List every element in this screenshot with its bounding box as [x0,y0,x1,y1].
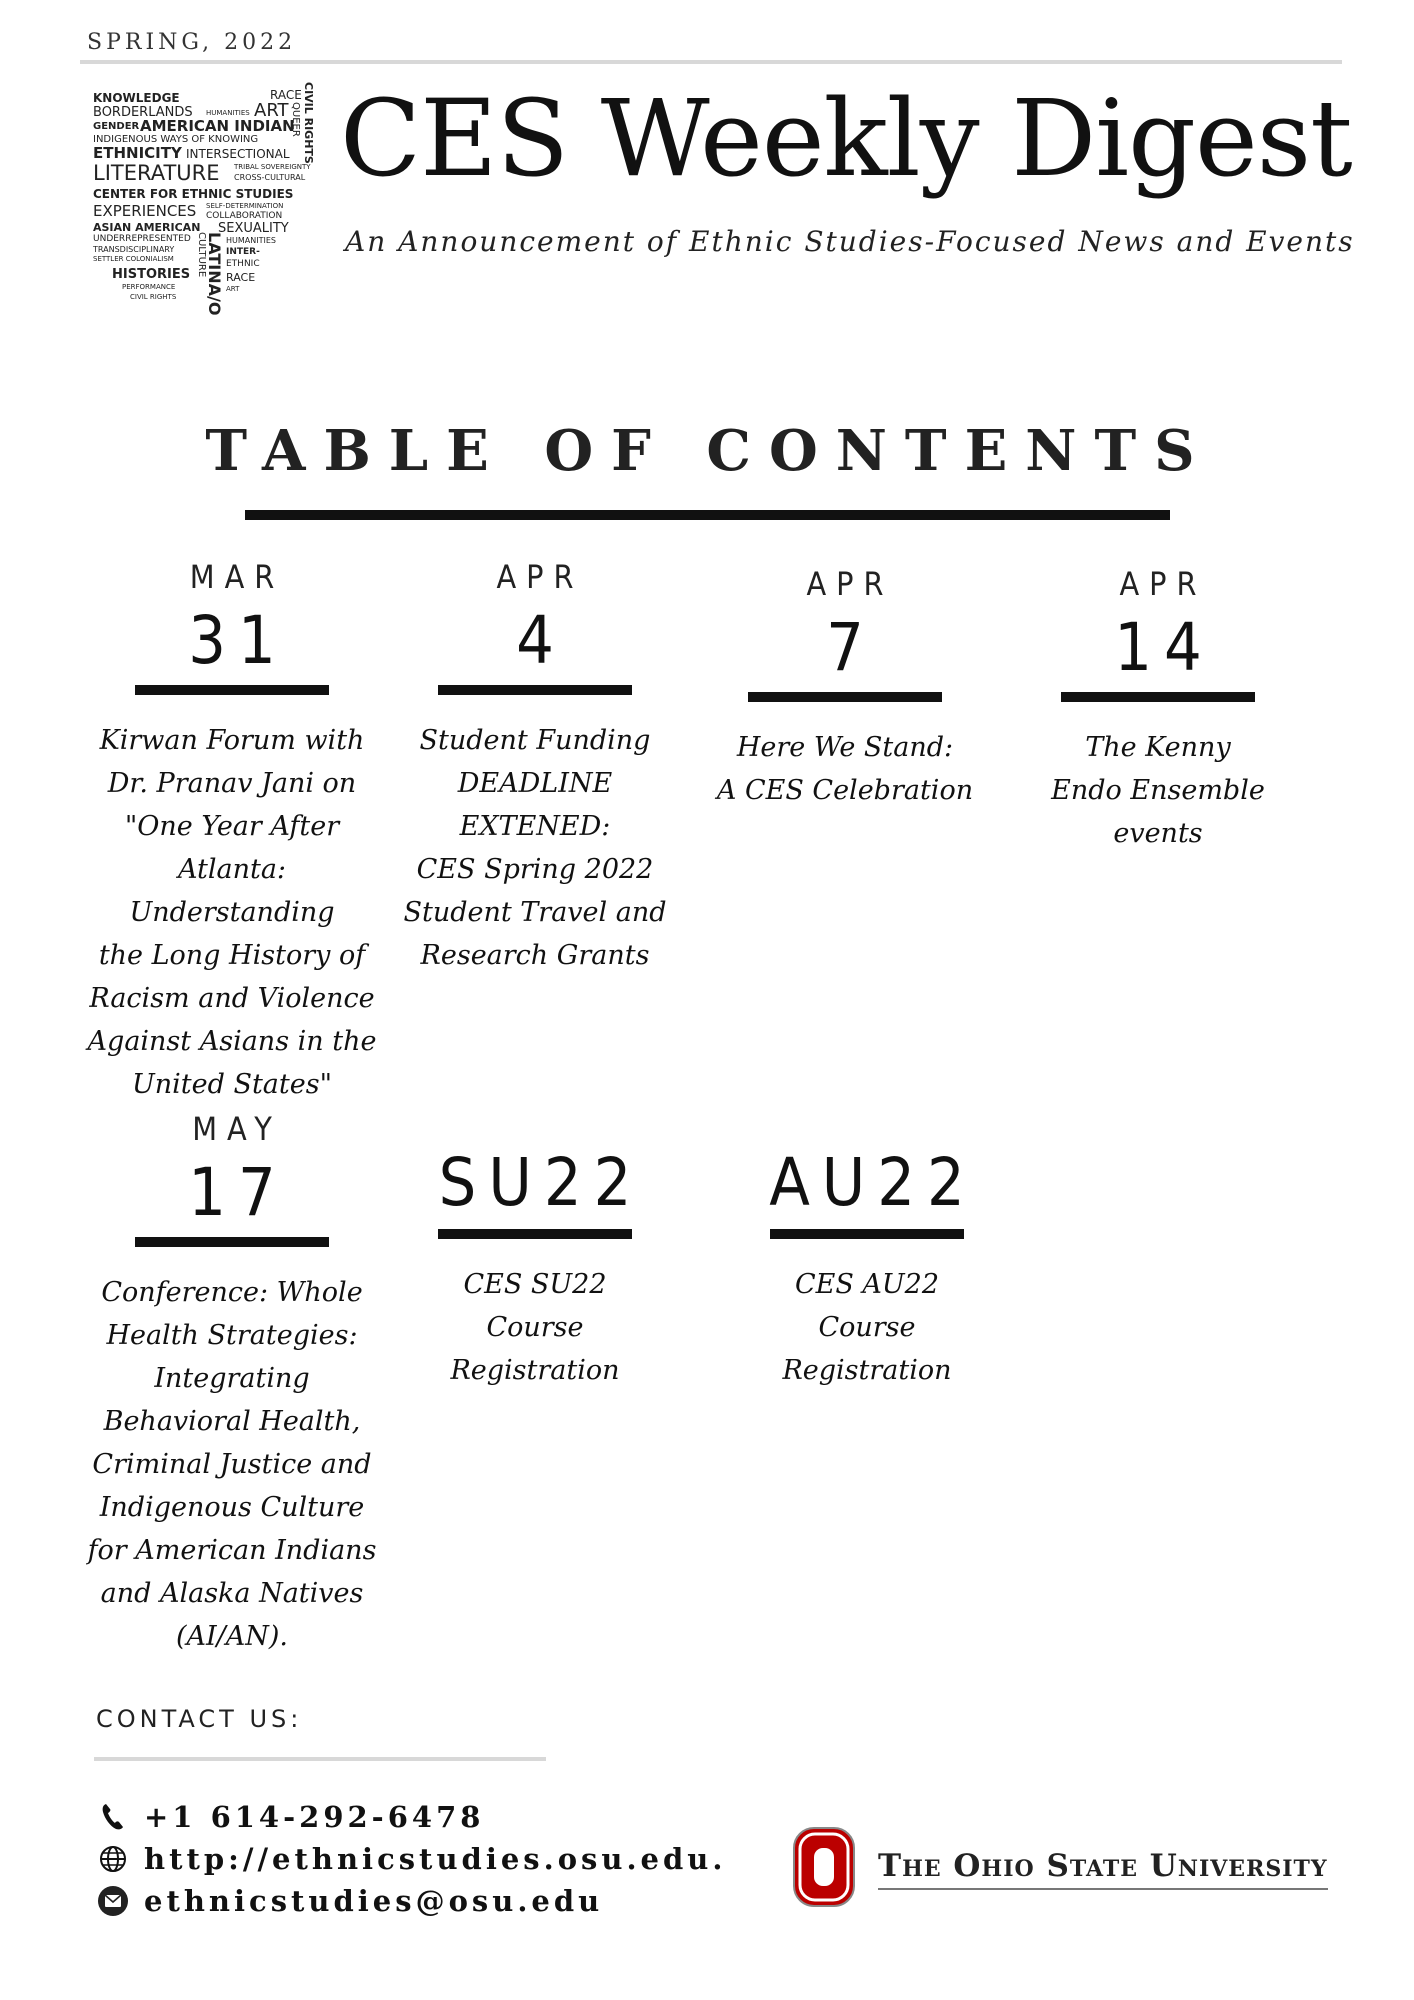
description-line: Atlanta: Understanding [129,854,335,928]
word-cloud-word: CROSS-CULTURAL [234,173,306,182]
entry-description [77,1271,387,1658]
contact-divider [94,1757,546,1761]
description-line: CES SU22 [463,1269,607,1300]
word-cloud-word: ETHNIC [226,259,260,269]
word-cloud-word: BORDERLANDS [93,105,193,120]
toc-entry [77,1110,387,1658]
entry-day: 31 [188,602,288,679]
word-cloud-logo [88,82,320,322]
description-line: Course [818,1312,916,1343]
entry-divider [770,1229,964,1239]
word-cloud-word: INDIGENOUS WAYS OF KNOWING [93,134,259,145]
description-line: "One Year After [124,811,340,842]
description-line: Behavioral Health, [103,1406,361,1437]
entry-description [712,1263,1022,1392]
email-address[interactable]: ethnicstudies@osu.edu [144,1884,604,1918]
description-line: and Alaska Natives [100,1578,364,1609]
contact-email[interactable] [96,1884,603,1918]
word-cloud-word: ASIAN AMERICAN [93,221,201,234]
word-cloud-word: COLLABORATION [206,211,283,221]
entry-month: MAY [192,1110,282,1148]
entry-month: APR [496,558,584,596]
description-line: Registration [450,1355,620,1386]
word-cloud-word: RACE [270,88,302,102]
entry-day: 17 [188,1154,288,1231]
description-line: for American Indians [87,1535,377,1566]
description-line: Here We Stand: [736,732,954,763]
description-line: EXTENED: [459,811,611,842]
description-line: events [1113,818,1203,849]
description-line: DEADLINE [457,768,613,799]
header-divider [80,60,1342,64]
word-cloud-word: LITERATURE [93,161,220,185]
description-line: the Long History of [98,940,366,971]
word-cloud-word: UNDERREPRESENTED [93,234,191,244]
toc-entry [1003,565,1313,855]
globe-icon [96,1842,130,1876]
description-line: Integrating [154,1363,310,1394]
entry-description [77,719,387,1106]
university-name: The Ohio State University [878,1848,1328,1884]
entry-divider [438,685,632,695]
description-line: Kirwan Forum with [99,725,365,756]
word-cloud-word: CIVIL RIGHTS [130,293,177,301]
university-logo [792,1826,1328,1912]
entry-divider [135,685,329,695]
word-cloud-word: HISTORIES [112,267,191,282]
description-line: Research Grants [420,940,650,971]
entry-description [690,726,1000,812]
osu-block-o-logo [792,1826,856,1912]
description-line: A CES Celebration [716,775,974,806]
word-cloud-word: LATINA/O [205,232,224,316]
entry-divider [135,1237,329,1247]
phone-number: +1 614-292-6478 [144,1800,485,1834]
entry-divider [438,1229,632,1239]
description-line: Course [486,1312,584,1343]
description-line: Registration [782,1355,952,1386]
entry-day: 4 [516,602,566,679]
toc-entry [712,1144,1022,1392]
entry-day: 7 [826,609,876,686]
word-cloud-word: PERFORMANCE [122,283,176,291]
newsletter-subtitle: An Announcement of Ethnic Studies-Focused News and Events [345,225,1355,258]
word-cloud-word: TRANSDISCIPLINARY [93,245,175,254]
entry-divider [1061,692,1255,702]
word-cloud-word: ART [254,100,289,121]
description-line: Endo Ensemble [1051,775,1265,806]
description-line: United States" [131,1069,333,1100]
description-line: The Kenny [1085,732,1231,763]
entry-month: MAR [189,558,285,596]
toc-entry [380,558,690,977]
word-cloud-word: CIVIL RIGHTS [302,82,315,164]
entry-description [1003,726,1313,855]
description-line: Indigenous Culture [99,1492,365,1523]
word-cloud-word: GENDER [93,121,140,132]
entry-divider [748,692,942,702]
contact-website[interactable] [96,1842,726,1876]
word-cloud-word: SELF-DETERMINATION [206,202,284,210]
university-name-underline [878,1888,1328,1890]
word-cloud-word: CENTER FOR ETHNIC STUDIES [93,187,294,201]
website-link[interactable]: http://ethnicstudies.osu.edu. [144,1842,727,1876]
word-cloud-word: HUMANITIES [206,109,250,117]
word-cloud-word: QUEER [290,102,301,137]
word-cloud-word: INTERSECTIONAL [186,147,290,161]
description-line: (AI/AN). [175,1621,289,1652]
description-line: CES AU22 [794,1269,940,1300]
entry-term: SU22 [438,1144,644,1221]
entry-month: APR [1119,565,1207,603]
description-line: Health Strategies: [106,1320,358,1351]
phone-icon [96,1800,130,1834]
word-cloud-word: ART [226,285,240,293]
entry-description [380,719,690,977]
description-line: Racism and Violence [89,983,375,1014]
entry-description [380,1263,690,1392]
contact-phone[interactable] [96,1800,484,1834]
word-cloud-word: CULTURE [196,232,207,278]
word-cloud-word: RACE [226,271,256,284]
description-line: Conference: Whole [101,1277,363,1308]
word-cloud-word: HUMANITIES [226,236,276,245]
toc-divider [245,510,1170,520]
description-line: Criminal Justice and [92,1449,372,1480]
email-icon [96,1884,130,1918]
word-cloud-word: SEXUALITY [218,221,289,236]
word-cloud-word: TRIBAL SOVEREIGNTY [234,163,311,171]
contact-heading: CONTACT US: [96,1705,303,1733]
toc-entry [77,558,387,1106]
entry-day: 14 [1114,609,1214,686]
description-line: Against Asians in the [87,1026,377,1057]
toc-entry [380,1144,690,1392]
word-cloud-word: AMERICAN INDIAN [140,117,295,135]
toc-heading: TABLE OF CONTENTS [205,418,1213,484]
entry-term: AU22 [769,1144,977,1221]
word-cloud-word: KNOWLEDGE [93,91,180,105]
description-line: Dr. Pranav Jani on [107,768,357,799]
toc-entry [690,565,1000,812]
newsletter-title: CES Weekly Digest [340,77,1352,200]
description-line: Student Funding [419,725,651,756]
entry-month: APR [806,565,894,603]
description-line: Student Travel and [403,897,667,928]
word-cloud-word: ETHNICITY [93,144,182,162]
description-line: CES Spring 2022 [416,854,654,885]
word-cloud-word: INTER- [226,247,260,257]
issue-season: SPRING, 2022 [87,30,297,55]
word-cloud-word: EXPERIENCES [93,202,197,220]
word-cloud-word: SETTLER COLONIALISM [93,255,174,263]
